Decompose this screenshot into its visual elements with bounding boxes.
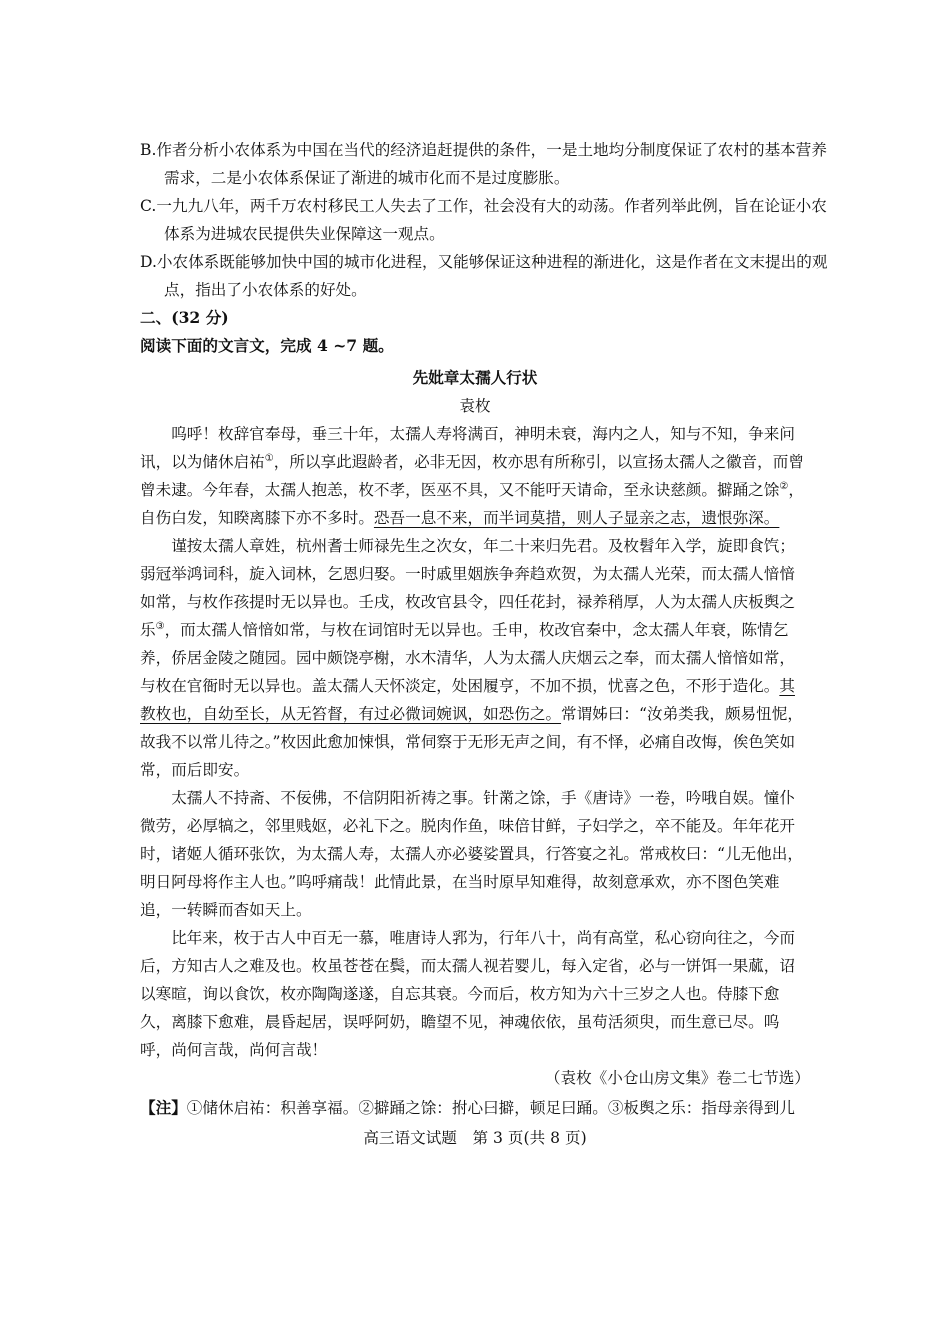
option-d[interactable]: D.小农体系既能够加快中国的城市化进程，又能够保证这种进程的渐进化，这是作者在文末提出的观点，指出了小农体系的好处。 xyxy=(140,253,828,299)
notes-label: 【注】 xyxy=(140,1098,187,1117)
article-title: 先妣章太孺人行状 xyxy=(412,368,538,387)
underlined-sentence-2: 其教枚也，自幼至长，从无笞督，有过必微词婉讽，如恐伤之。 xyxy=(140,677,795,723)
section-instruction: 阅读下面的文言文，完成 4 ~7 题。 xyxy=(140,336,394,355)
article-author: 袁枚 xyxy=(459,397,491,415)
underlined-sentence-1: 恐吾一息不来，而半词莫措，则人子显亲之志，遗恨弥深。 xyxy=(373,509,780,527)
article-source: （袁枚《小仓山房文集》卷二七节选） xyxy=(544,1069,810,1087)
option-list xyxy=(140,136,834,304)
note-ref-1: ① xyxy=(264,452,274,464)
article xyxy=(140,364,810,1092)
notes-text: ①储休启祐：积善享福。②擗踊之馀：拊心曰擗，顿足曰踊。③板舆之乐：指母亲得到儿 xyxy=(186,1099,795,1117)
option-c[interactable]: C.一九九八年，两千万农村移民工人失去了工作，社会没有大的动荡。作者列举此例，旨在论证小农体系为进城农民提供失业保障这一观点。 xyxy=(140,197,827,243)
notes xyxy=(140,1094,810,1122)
note-ref-3: ③ xyxy=(155,620,165,632)
paragraph-4: 比年来，枚于古人中百无一慕，唯唐诗人郛为，行年八十，尚有高堂，私心窃向往之，今而后，方知古人之难及也。枚虽苍苍在鬓，而太孺人视若婴儿，每入定省，必与一饼饵一果蓏，诏以寒暄，询以食饮，枚亦陶陶遂遂，自忘其衰。今而后，枚方知为六十三岁之人也。侍膝下愈久，离膝下愈难，晨昏起居，误呼阿奶，瞻望不见，神魂依依，虽苟活须臾，而生意已尽。呜呼，尚何言哉，尚何言哉！ xyxy=(140,929,795,1059)
section-heading: 二、(32 分) xyxy=(140,308,229,327)
page-footer: 高三语文试题 第 3 页(共 8 页) xyxy=(363,1129,587,1147)
section-header xyxy=(140,304,810,360)
note-ref-2: ② xyxy=(779,480,789,492)
paragraph-1: 呜呼！枚辞官奉母，垂三十年，太孺人寿将满百，神明未衰，海内之人，知与不知，争来问讯，以为储休启祐①，所以享此遐龄者，必非无因，枚亦思有所称引，以宣扬太孺人之徽音，而曾曾未逮。今年春，太孺人抱恙，枚不孝，医巫不具，又不能吁天请命，至永诀慈颜。擗踊之馀②，自伤白发，知睽离膝下亦不多时。恐吾一息不来，而半词莫措，则人子显亲之志，遗恨弥深。 xyxy=(140,425,804,527)
option-b[interactable]: B.作者分析小农体系为中国在当代的经济追赶提供的条件，一是土地均分制度保证了农村的基本营养需求，二是小农体系保证了渐进的城市化而不是过度膨胀。 xyxy=(140,141,827,187)
paragraph-3: 太孺人不持斋、不佞佛，不信阴阳祈祷之事。针黹之馀，手《唐诗》一卷，吟哦自娱。憧仆微劳，必厚犒之，邻里贱妪，必礼下之。脱肉作鱼，味倍甘鲜，子妇学之，卒不能及。年年花开时，诸姬人循环张饮，为太孺人寿，太孺人亦必婆娑置具，行答宴之礼。常戒枚曰：“儿无他出，明日阿母将作主人也。”呜呼痛哉！此情此景，在当时原早知难得，故刻意承欢，亦不图色笑难追，一转瞬而杳如天上。 xyxy=(140,789,803,919)
paragraph-2: 谨按太孺人章姓，杭州耆士师禄先生之次女，年二十来归先君。及枚髫年入学，旋即食饩；弱冠举鸿词科，旋入词林，乞恩归娶。一时戚里姻族争奔趋欢贺，为太孺人光荣，而太孺人愔愔如常，与枚作孩提时无以异也。壬戌，枚改官县令，四任花封，禄养稍厚，人为太孺人庆板舆之乐③，而太孺人愔愔如常，与枚在词馆时无以异也。壬申，枚改官秦中，念太孺人年衰，陈情乞养，侨居金陵之随园。园中颇饶亭榭，水木清华，人为太孺人庆烟云之奉，而太孺人愔愔如常，与枚在官衙时无以异也。盖太孺人天怀淡定，处困履亨，不加不损，忧喜之色，不形于造化。其教枚也，自幼至长，从无笞督，有过必微词婉讽，如恐伤之。常谓姊曰：“汝弟类我，颇易忸怩，故我不以常儿待之。”枚因此愈加悚惧，常伺察于无形无声之间，有不怿，必痛自改悔，俟色笑如常，而后即安。 xyxy=(140,537,803,779)
